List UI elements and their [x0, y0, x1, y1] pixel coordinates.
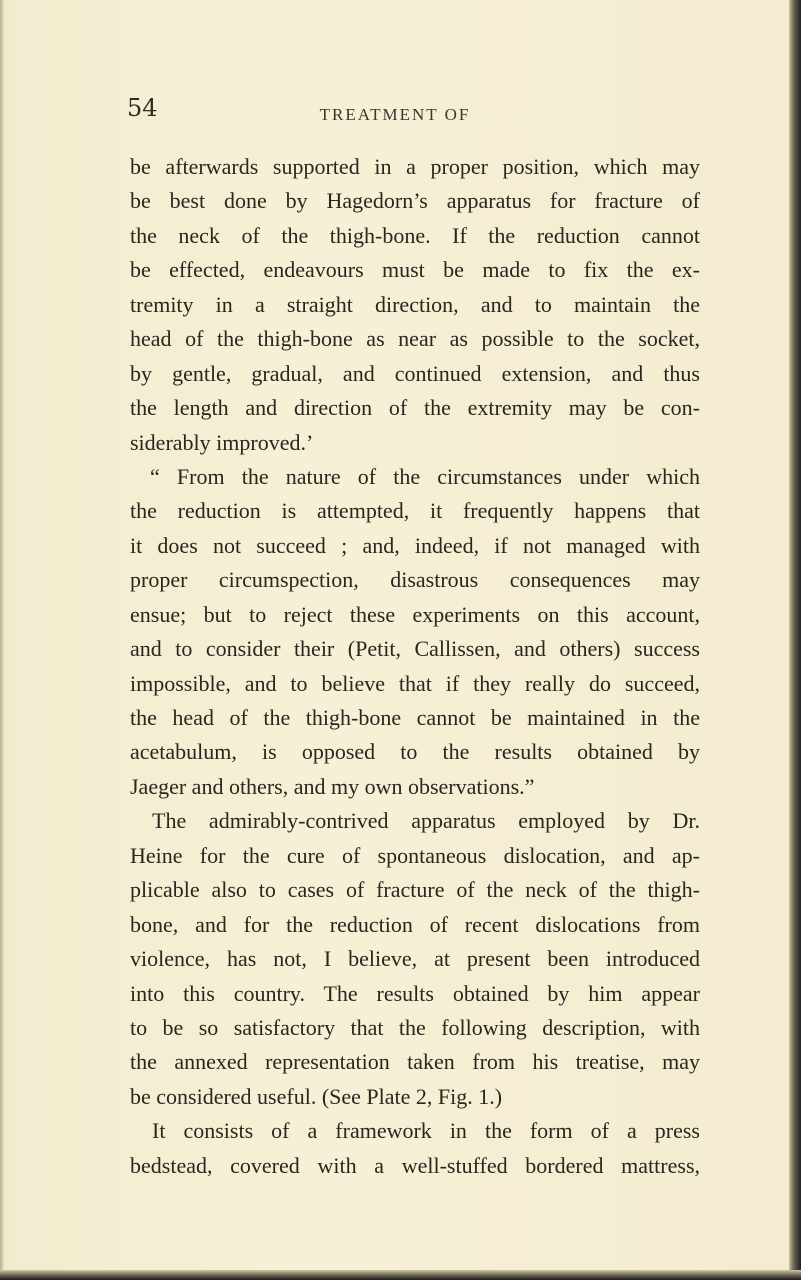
text-line: bedstead, covered with a well-stuffed bordered mattress, — [130, 1152, 700, 1178]
text-line: be best done by Hagedorn’s apparatus for fracture of — [130, 188, 700, 214]
text-line: ensue; but to reject these experiments on this account, — [130, 601, 700, 627]
text-line: be effected, endeavours must be made to fix the ex- — [130, 257, 700, 283]
text-line: acetabulum, is opposed to the results obtained by — [130, 739, 700, 765]
text-line: tremity in a straight direction, and to maintain the — [130, 291, 700, 317]
text-line: It consists of a framework in the form of a press — [152, 1118, 700, 1144]
text-line: it does not succeed ; and, indeed, if not managed with — [130, 532, 700, 558]
text-line: “ From the nature of the circumstances under which — [150, 463, 700, 489]
text-line: head of the thigh-bone as near as possible to the socket, — [130, 326, 700, 352]
text-line: be afterwards supported in a proper position, which may — [130, 154, 700, 179]
text-line: The admirably-contrived apparatus employed by Dr. — [152, 808, 700, 834]
text-line: violence, has not, I believe, at present been introduced — [130, 946, 700, 972]
book-spine-shadow — [789, 0, 801, 1280]
text-line: Heine for the cure of spontaneous dislocation, and ap- — [130, 842, 700, 868]
text-line: impossible, and to believe that if they really do succeed, — [130, 670, 700, 696]
text-line: the annexed representation taken from his treatise, may — [130, 1049, 700, 1075]
text-line: plicable also to cases of fracture of the neck of the thigh- — [130, 877, 700, 903]
text-line: proper circumspection, disastrous consequences may — [130, 567, 700, 593]
body-text — [130, 150, 700, 1183]
text-line: to be so satisfactory that the following description, with — [130, 1014, 700, 1040]
text-line: bone, and for the reduction of recent dislocations from — [130, 911, 700, 937]
text-line: into this country. The results obtained by him appear — [130, 980, 700, 1006]
page-left-edge — [0, 0, 4, 1280]
text-line: Jaeger and others, and my own observations.” — [130, 773, 535, 799]
page-number: 54 — [127, 94, 158, 122]
page-bottom-shadow — [0, 1270, 801, 1280]
text-line: be considered useful. (See Plate 2, Fig. 1.) — [130, 1083, 503, 1109]
text-line: the neck of the thigh-bone. If the reduction cannot — [130, 222, 700, 248]
text-line: the head of the thigh-bone cannot be maintained in the — [130, 705, 700, 730]
text-line: and to consider their (Petit, Callissen, and others) success — [130, 636, 700, 662]
text-line: the length and direction of the extremity may be con- — [130, 395, 700, 421]
text-line: by gentle, gradual, and continued extension, and thus — [130, 360, 700, 386]
text-line: siderably improved.’ — [130, 429, 314, 455]
text-line: the reduction is attempted, it frequently happens that — [130, 498, 700, 524]
running-head: TREATMENT OF — [319, 105, 471, 124]
